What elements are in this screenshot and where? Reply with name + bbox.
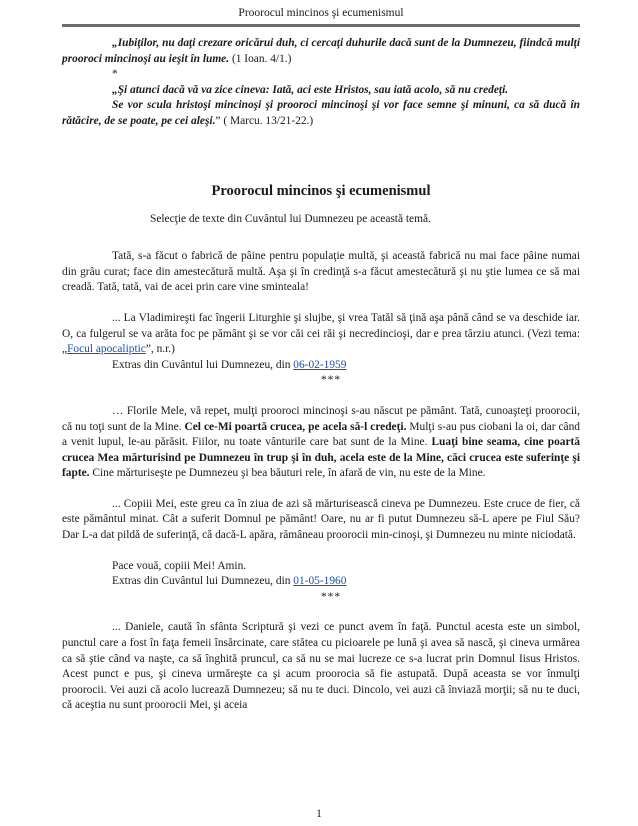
paragraph-5: Pace vouă, copiii Mei! Amin. xyxy=(112,559,247,572)
paragraph-1: Tată, s-a făcut o fabrică de pâine pentru populaţie multă, şi această fabrică nu mai face pâine numai din grâu curat; face din amestecătură multă. Aşa şi în credinţă s-a făcut amestecătură şi nu ştie lumea ce să mai creadă. Tată, tată, vai de acei prin care vine sminteala! xyxy=(62,250,580,294)
document-title: Proorocul mincinos şi ecumenismul xyxy=(211,182,431,199)
spacer xyxy=(62,389,580,404)
extract-source-1 xyxy=(62,358,580,374)
paragraph-3-text-d: Cine mărturiseşte pe Dumnezeu şi bea băuturi rele, în afară de vin, nu este de la Mine. xyxy=(89,467,486,480)
extract-source-2-label: Extras din Cuvântul lui Dumnezeu, din xyxy=(112,575,294,588)
page-number: 1 xyxy=(316,808,322,820)
epigraph-ref-1: (1 Ioan. 4/1.) xyxy=(229,52,292,65)
page-content xyxy=(62,36,580,714)
epigraph-ref-2: ” ( Marcu. 13/21-22.) xyxy=(215,114,314,127)
spacer xyxy=(62,544,580,559)
epigraph-quote-2b-text: Se vor scula hristoşi mincinoşi şi prooroci mincinoşi şi vor face semne şi minuni, ca să ducă în rătăcire, de se poate, pe cei aleşi. xyxy=(62,99,580,127)
paragraph-2-tail: ”, n.r.) xyxy=(145,343,175,356)
paragraph-6: ... Daniele, caută în sfânta Scriptură şi vezi ce punct avem în faţă. Punctul acesta este un simbol, punctul care a fost în faţa femeii însărcinate, care stătea cu picioarele pe lună şi avea să nască, şi cineva urmărea ca să ştie când va naşte, ca să înghită pruncul, ca să nu se mai lucreze ce s-a lucrat prin Domnul Iisus Hristos. Acest punct e pus, şi cineva urmăreşte ca şi acum proorocia să fie astupată. După aceasta se vor înmulţi proorocii. Vei auzi că acolo lucrează Dumnezeu; să nu te duci. Dincolo, vei auzi că înviază morţii; să nu te duci, că aceştia nu sunt proorocii Mei, şi aceia xyxy=(62,621,580,712)
extract-source-2 xyxy=(62,574,580,590)
epigraph-quote-2b xyxy=(62,98,580,129)
paragraph-4: ... Copiii Mei, este greu ca în ziua de azi să mărturisească cineva pe Dumnezeu. Este cruce de fier, că este pământul minat. Cât a suferit Domnul pe pământ! Oare, nu ar fi putut Dumnezeu să-L apere pe Fiul Său? Dar L-a dat pildă de suferinţă, că dacă-L apăra, rămâneau proorocii min-cinoşi, şi Dumnezeu nu minte niciodată. xyxy=(62,497,580,542)
section-separator-1: *** xyxy=(320,374,342,387)
extract-source-1-label: Extras din Cuvântul lui Dumnezeu, din xyxy=(112,358,294,371)
epigraph-star: * xyxy=(112,68,118,81)
paragraph-3 xyxy=(62,404,580,482)
paragraph-3-bold-2: Luaţi bine seama, cine poartă crucea Mea mărturisind pe Dumnezeu în trup şi în duh, acela este de la Mine, căci crucea este suferinţe şi fapte. xyxy=(62,436,581,480)
running-header: Proorocul mincinos şi ecumenismul xyxy=(238,7,404,19)
spacer xyxy=(62,482,580,497)
epigraph-quote-1-text: „Iubiţilor, nu daţi crezare oricărui duh, ci cercaţi duhurile dacă sunt de la Dumnezeu, fiindcă mulţi prooroci mincinoşi au ieşit în lume. xyxy=(62,37,580,65)
paragraph-3-bold-1: Cel ce-Mi poartă crucea, pe acela să-l credeţi. xyxy=(184,420,407,433)
section-separator-2: *** xyxy=(320,590,342,603)
spacer xyxy=(62,605,580,620)
focul-apocaliptic-link[interactable]: Focul apocaliptic xyxy=(67,343,146,356)
document-subtitle: Selecţie de texte din Cuvântul lui Dumnezeu pe această temă. xyxy=(150,212,431,225)
paragraph-3-text-a: … Florile Mele, vă repet, mulţi prooroci mincinoşi s-au născut pe pământ. Tată, cunoaşteţi proorocii, că nu toţi sunt de la Mine. xyxy=(62,404,580,433)
spacer xyxy=(62,227,580,249)
epigraph-quote-1 xyxy=(62,36,580,67)
epigraph-quote-2a xyxy=(62,83,580,99)
paragraph-2 xyxy=(62,311,580,358)
header-rule xyxy=(62,24,580,27)
date-link-01-05-1960[interactable]: 01-05-1960 xyxy=(293,575,347,588)
spacer xyxy=(62,296,580,311)
paragraph-3-text-c: Mulţi s-au pus ciobani la oi, dar când a venit lupul, le-au părăsit. Fiilor, nu toate vânturile care bat sunt de la Mine. xyxy=(62,420,580,449)
date-link-06-02-1959[interactable]: 06-02-1959 xyxy=(293,358,347,371)
paragraph-2-text: ... La Vladimireşti fac îngerii Liturghie şi slujbe, şi vrea Tatăl să ţină aşa până când se va deschide iar. O, ca fulgerul se va arăta foc pe pământ şi se vor căi cei răi şi necredincioşi, dar e prea târziu atunci. (Vezi tema: „ xyxy=(62,311,580,356)
epigraph-quote-2a-text: „Şi atunci dacă vă va zice cineva: Iată, aci este Hristos, sau iată acolo, să nu credeţi. xyxy=(112,83,509,96)
